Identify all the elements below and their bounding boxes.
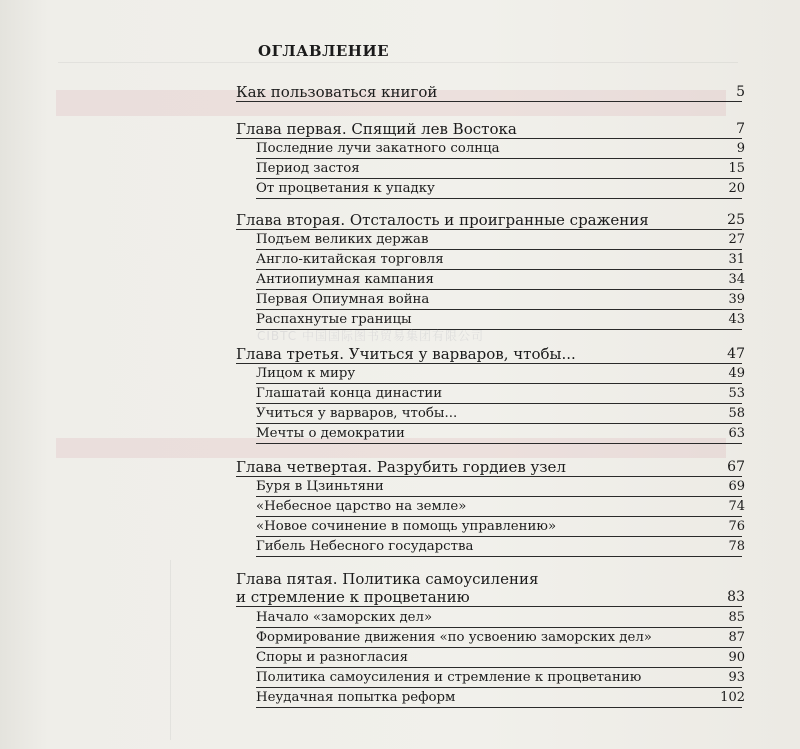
page-number: 39 — [728, 292, 745, 307]
entry-title: Глашатай конца династии — [256, 386, 443, 401]
page-number: 31 — [728, 252, 745, 267]
leader-rule — [256, 178, 742, 179]
entry-title: Споры и разногласия — [256, 650, 409, 665]
toc-entry — [0, 211, 800, 231]
page-number: 49 — [728, 366, 745, 381]
toc-entry — [0, 629, 800, 649]
leader-rule — [256, 249, 742, 250]
entry-title: От процветания к упадку — [256, 181, 435, 196]
toc-entry — [0, 405, 800, 425]
page-number: 74 — [728, 499, 745, 514]
toc-entry — [0, 425, 800, 445]
entry-title: Неудачная попытка реформ — [256, 690, 456, 705]
leader-rule — [256, 647, 742, 648]
leader-rule — [256, 269, 742, 270]
toc-entry — [0, 609, 800, 629]
leader-rule — [256, 423, 742, 424]
toc-entry — [0, 180, 800, 200]
toc-entry — [0, 649, 800, 669]
page-number: 9 — [736, 141, 745, 156]
entry-title: Политика самоусиления и стремление к процветанию — [256, 670, 642, 685]
entry-title: Антиопиумная кампания — [256, 272, 434, 287]
entry-title: Последние лучи закатного солнца — [256, 141, 500, 156]
entry-title: Период застоя — [256, 161, 360, 176]
entry-title: Первая Опиумная война — [256, 292, 430, 307]
leader-rule — [256, 627, 742, 628]
entry-title: Мечты о демократии — [256, 426, 405, 441]
toc-entry — [0, 669, 800, 689]
entry-title: Формирование движения «по усвоению заморских дел» — [256, 630, 652, 645]
toc-entry — [0, 120, 800, 140]
entry-title: Англо-китайская торговля — [256, 252, 444, 267]
entry-title: Глава третья. Учиться у варваров, чтобы... — [236, 345, 576, 363]
toc-entry — [0, 518, 800, 538]
toc-entry — [0, 251, 800, 271]
toc-entry — [0, 291, 800, 311]
toc-entry — [0, 271, 800, 291]
page-number: 102 — [720, 690, 745, 705]
leader-rule — [236, 138, 742, 139]
toc-entry — [0, 458, 800, 478]
toc-entry — [0, 588, 800, 608]
toc-entry — [0, 345, 800, 365]
page-number: 76 — [728, 519, 745, 534]
entry-title: Глава четвертая. Разрубить гордиев узел — [236, 458, 566, 476]
entry-title: «Новое сочинение в помощь управлению» — [256, 519, 557, 534]
entry-title-continued: и стремление к процветанию — [236, 588, 470, 606]
page-number: 5 — [736, 84, 745, 100]
leader-rule — [256, 687, 742, 688]
leader-rule — [236, 101, 742, 102]
toc-entry — [0, 83, 800, 103]
leader-rule — [256, 309, 742, 310]
leader-rule — [256, 536, 742, 537]
toc-title: ОГЛАВЛЕНИЕ — [258, 42, 390, 60]
page-number: 67 — [727, 459, 745, 475]
toc-entry — [0, 538, 800, 558]
page-number: 20 — [728, 181, 745, 196]
leader-rule — [236, 606, 742, 607]
leader-rule — [236, 476, 742, 477]
toc-entry — [0, 365, 800, 385]
page-number: 47 — [727, 346, 745, 362]
page-number: 43 — [728, 312, 745, 327]
entry-title: Буря в Цзиньтяни — [256, 479, 384, 494]
entry-title: Глава вторая. Отсталость и проигранные сражения — [236, 211, 649, 229]
leader-rule — [256, 158, 742, 159]
leader-rule — [236, 229, 742, 230]
page-number: 83 — [727, 589, 745, 605]
toc-entry — [0, 160, 800, 180]
entry-title: Глава пятая. Политика самоусиления — [236, 570, 539, 588]
page-number: 93 — [728, 670, 745, 685]
page-number: 87 — [728, 630, 745, 645]
watermark: CIBTC 中国国际图书贸易集团有限公司 — [257, 329, 484, 343]
leader-rule — [236, 363, 742, 364]
toc-entry — [0, 689, 800, 709]
entry-title: «Небесное царство на земле» — [256, 499, 467, 514]
toc-entry — [0, 478, 800, 498]
entry-title: Начало «заморских дел» — [256, 610, 433, 625]
entry-title: Учиться у варваров, чтобы... — [256, 406, 458, 421]
page-number: 53 — [728, 386, 745, 401]
leader-rule — [256, 667, 742, 668]
leader-rule — [256, 556, 742, 557]
entry-title: Подъем великих держав — [256, 232, 429, 247]
entry-title: Лицом к миру — [256, 366, 356, 381]
entry-title: Гибель Небесного государства — [256, 539, 474, 554]
page-number: 15 — [728, 161, 745, 176]
leader-rule — [256, 496, 742, 497]
toc-entry — [0, 498, 800, 518]
entry-title: Глава первая. Спящий лев Востока — [236, 120, 517, 138]
page-number: 58 — [728, 406, 745, 421]
page-number: 69 — [728, 479, 745, 494]
page-number: 85 — [728, 610, 745, 625]
toc-entry — [0, 140, 800, 160]
page-number: 27 — [728, 232, 745, 247]
toc-entry — [0, 231, 800, 251]
page-number: 34 — [728, 272, 745, 287]
entry-title: Распахнутые границы — [256, 312, 412, 327]
page-number: 63 — [728, 426, 745, 441]
page-number: 90 — [728, 650, 745, 665]
page-number: 78 — [728, 539, 745, 554]
toc-entry — [0, 385, 800, 405]
leader-rule — [256, 383, 742, 384]
page-number: 25 — [727, 212, 745, 228]
leader-rule — [256, 289, 742, 290]
page-number: 7 — [736, 121, 745, 137]
leader-rule — [256, 403, 742, 404]
leader-rule — [256, 198, 742, 199]
leader-rule — [256, 516, 742, 517]
leader-rule — [256, 707, 742, 708]
leader-rule — [256, 443, 742, 444]
entry-title: Как пользоваться книгой — [236, 83, 438, 101]
